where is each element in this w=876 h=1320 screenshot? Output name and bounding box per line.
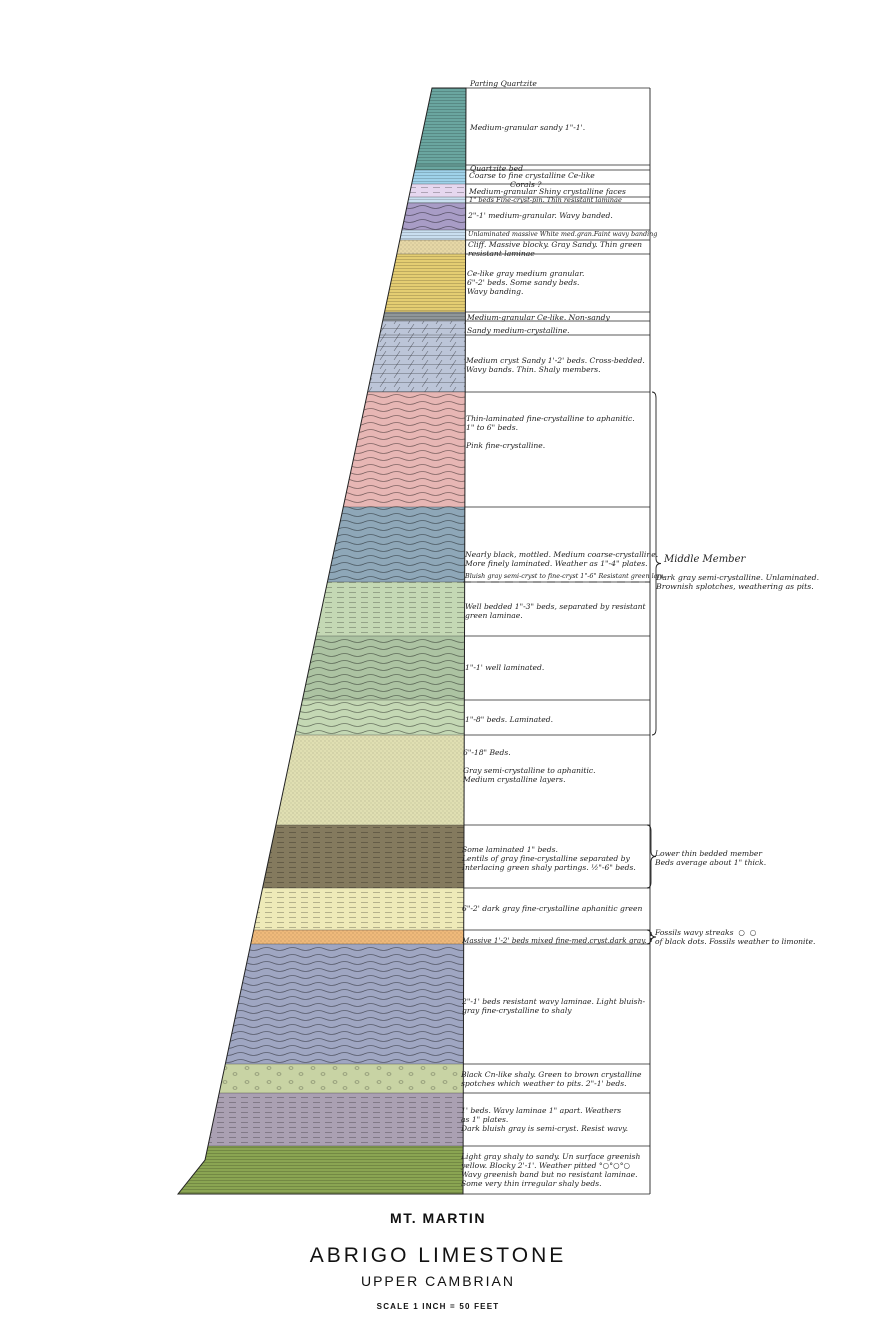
label-parting-quartzite: Parting Quartzite — [470, 79, 537, 88]
middle-member-title: Middle Member — [664, 554, 746, 565]
rock-layer-texture-3 — [170, 184, 470, 197]
label-6-18-beds: 6"-18" Beds. Gray semi-crystalline to aphanitic. Medium crystalline layers. — [463, 748, 596, 784]
label-some-laminated: Some laminated 1" beds. Lentils of gray fine-crystalline separated by Interlacing green shaly partings. ½"-6" beds. — [462, 845, 636, 872]
label-ce-like-gray: Ce-like gray medium granular. 6"-2' beds. Some sandy beds. Wavy banding. — [467, 269, 585, 296]
label-massive-beds: Massive 1'-2' beds mixed fine-med.cryst.dark gray. — [462, 936, 647, 945]
rock-layer-texture-5 — [170, 203, 470, 230]
label-thin-laminated: Thin-laminated fine-crystalline to aphanitic. 1" to 6" beds. Pink fine-crystalline. — [466, 414, 635, 450]
rock-layer-texture-11 — [170, 335, 470, 392]
location-title: MT. MARTIN — [390, 1210, 486, 1226]
rock-layer-texture-16 — [170, 700, 470, 735]
middle-member-note: Dark gray semi-crystalline. Unlaminated. Brownish splotches, weathering as pits. — [656, 573, 820, 591]
rock-layer-texture-4 — [170, 197, 470, 203]
rock-layer-texture-23 — [170, 1093, 470, 1146]
label-coarse-to-fine: Coarse to fine crystalline Ce-like Corals ? — [469, 171, 595, 189]
label-black-shaly: Black Cn-like shaly. Green to brown crystalline spotches which weather to pits. 2"-1' beds. — [461, 1070, 642, 1088]
label-wavy-banded: 2"-1' medium-granular. Wavy banded. — [468, 211, 613, 220]
scale-note: SCALE 1 INCH = 50 FEET — [376, 1302, 500, 1311]
label-well-laminated: 1"-1' well laminated. — [465, 663, 545, 672]
rock-layer-texture-2 — [170, 170, 470, 184]
label-sandy-medium: Sandy medium-crystalline. — [467, 326, 570, 335]
label-cliff-massive: Cliff. Massive blocky. Gray Sandy. Thin green resistant laminae — [468, 240, 642, 258]
label-non-sandy: Medium-granular Ce-like. Non-sandy — [467, 313, 610, 322]
rock-layer-texture-20 — [170, 930, 470, 944]
rock-layer-texture-1 — [170, 165, 470, 170]
rock-layer-texture-15 — [170, 636, 470, 700]
label-unlaminated-massive: Unlaminated massive White med.gran.Faint wavy banding — [468, 230, 658, 238]
rock-layer-texture-7 — [170, 240, 470, 254]
rock-layer-texture-8 — [170, 254, 470, 312]
label-fine-cryst-pin: 1" beds Fine-cryst-pin. Thin resistant laminae — [469, 196, 622, 204]
label-shiny-crystalline: Medium-granular Shiny crystalline faces — [469, 187, 626, 196]
label-beds-laminated: 1"-8" beds. Laminated. — [465, 715, 554, 724]
label-well-bedded: Well bedded 1"-3" beds, separated by resistant green laminae. — [465, 602, 646, 620]
rock-layer-texture-14 — [170, 582, 470, 636]
label-resistant-wavy: 2"-1' beds resistant wavy laminae. Light bluish- gray fine-crystalline to shaly — [462, 997, 646, 1015]
rock-layer-texture-18 — [170, 825, 470, 888]
label-cross-bedded: Medium cryst Sandy 1'-2' beds. Cross-bedded. Wavy bands. Thin. Shaly members. — [466, 356, 645, 374]
label-medium-granular-sandy: Medium-granular sandy 1"-1'. — [470, 123, 586, 132]
label-light-gray-shaly: Light gray shaly to sandy. Un surface greenish yellow. Blocky 2'-1'. Weather pitted °○°○°○ Wavy greenish band but no resistant laminae. Some very thin irregular shaly beds. — [461, 1152, 641, 1188]
period-subtitle: UPPER CAMBRIAN — [360, 1273, 516, 1289]
rock-layers — [170, 88, 470, 1194]
rock-layer-texture-19 — [170, 888, 470, 930]
label-nearly-black: Nearly black, mottled. Medium coarse-crystalline. More finely laminated. Weather as 1"-4" plates. — [465, 550, 659, 568]
label-wavy-laminae: 1' beds. Wavy laminae 1" apart. Weathers as 1" plates. Dark bluish gray is semi-cryst. Resist wavy. — [461, 1106, 628, 1133]
rock-layer-texture-10 — [170, 321, 470, 335]
label-bluish-gray: Bluish gray semi-cryst to fine-cryst 1"-6" Resistant green lam. — [465, 572, 666, 580]
rock-layer-texture-9 — [170, 312, 470, 321]
fossils-note: Fossils wavy streaks ○ ○ of black dots. Fossils weather to limonite. — [655, 928, 816, 946]
rock-layer-texture-24 — [170, 1146, 470, 1194]
rock-layer-texture-12 — [170, 392, 470, 507]
rock-layer-texture-0 — [170, 88, 470, 165]
label-dark-gray-aphanitic: 6"-2' dark gray fine-crystalline aphanitic green — [462, 904, 643, 913]
lower-member-note: Lower thin bedded member Beds average about 1" thick. — [655, 849, 767, 867]
label-quartzite-bed: Quartzite bed — [470, 164, 523, 173]
rock-layer-texture-6 — [170, 230, 470, 240]
rock-layer-texture-17 — [170, 735, 470, 825]
rock-layer-texture-21 — [170, 944, 470, 1064]
formation-title: ABRIGO LIMESTONE — [309, 1244, 567, 1267]
rock-layer-texture-22 — [170, 1064, 470, 1093]
rock-layer-texture-13 — [170, 507, 470, 582]
